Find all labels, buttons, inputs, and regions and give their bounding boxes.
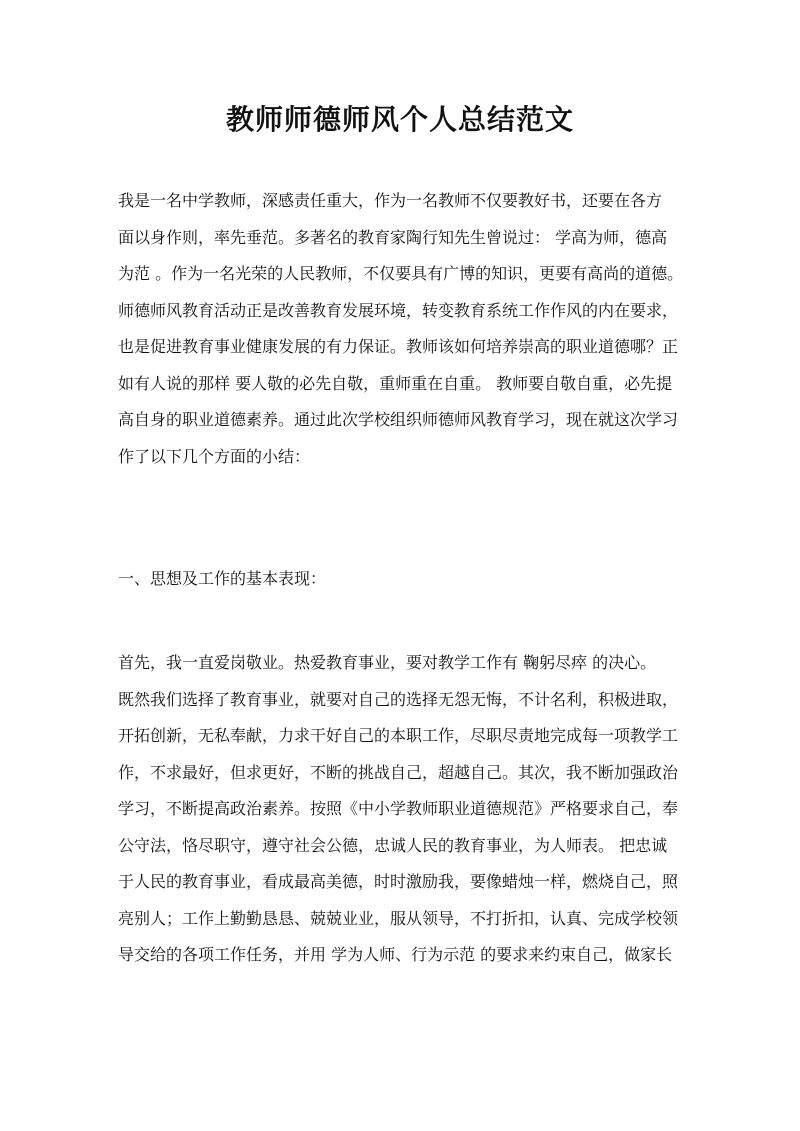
paragraph-work-performance	[118, 645, 688, 974]
text-line: 师德师风教育活动正是改善教育发展环境，转变教育系统工作作风的内在要求，	[118, 300, 679, 320]
text-line: 我是一名中学教师，深感责任重大，作为一名教师不仅要教好书，还要在各方	[118, 191, 663, 210]
page-title: 教师师德师风个人总结范文	[225, 103, 574, 136]
paragraph-intro	[118, 183, 688, 475]
text-line: 面以身作则，率先垂范。多著名的教育家陶行知先生曾说过： 学高为师，德高	[118, 227, 668, 247]
section-heading	[118, 561, 688, 598]
text-line: 作了以下几个方面的小结：	[118, 446, 311, 466]
text-line: 高自身的职业道德素养。通过此次学校组织师德师风教育学习，现在就这次学习	[118, 410, 679, 429]
text-line: 学习，不断提高政治素养。按照《中小学教师职业道德规范》严格要求自己，奉	[118, 799, 679, 818]
text-line: 如有人说的那样 要人敬的必先自敬，重师重在自重。 教师要自敬自重，必先提	[118, 373, 673, 393]
text-line: 导交给的各项工作任务，并用 学为人师、行为示范 的要求来约束自己，做家长	[118, 945, 673, 964]
text-line: 于人民的教育事业，看成最高美德，时时激励我，要像蜡烛一样，燃烧自己，照	[118, 872, 679, 891]
text-line: 为范 。作为一名光荣的人民教师，不仅要具有广博的知识，更要有高尚的道德。	[118, 264, 684, 283]
text-line: 首先，我一直爱岗敬业。热爱教育事业，要对教学工作有 鞠躬尽瘁 的决心。	[118, 653, 657, 672]
text-line: 公守法，恪尽职守，遵守社会公德，忠诚人民的教育事业，为人师表。 把忠诚	[118, 835, 668, 855]
text-line: 开拓创新，无私奉献，力求干好自己的本职工作，尽职尽责地完成每一项教学工	[118, 726, 679, 745]
section-heading-text: 一、思想及工作的基本表现：	[118, 569, 327, 588]
text-line: 亮别人；工作上勤勤恳恳、兢兢业业，服从领导，不打折扣，认真、完成学校领	[118, 908, 679, 928]
text-line: 也是促进教育事业健康发展的有力保证。教师该如何培养崇高的职业道德哪？正	[118, 337, 679, 356]
text-line: 作，不求最好，但求更好，不断的挑战自己，超越自己。其次，我不断加强政治	[118, 762, 679, 782]
text-line: 既然我们选择了教育事业，就要对自己的选择无怨无悔，不计名利，积极进取，	[118, 689, 679, 709]
